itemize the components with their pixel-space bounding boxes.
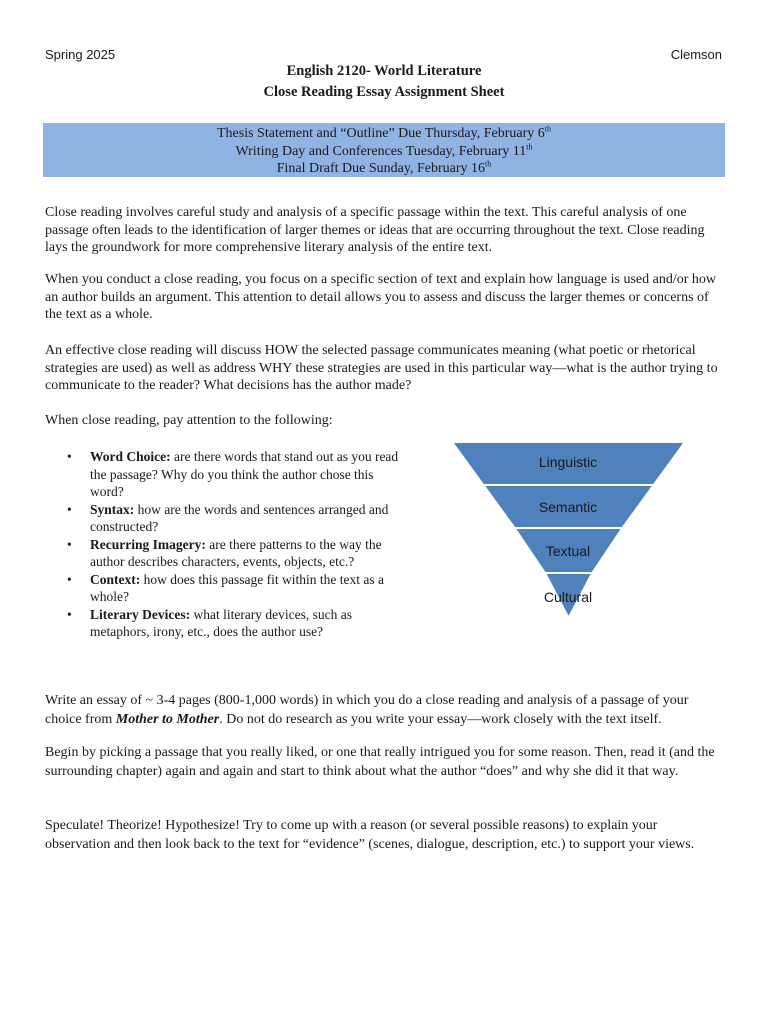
due-dates-banner (43, 123, 725, 177)
list-item: • Literary Devices: what literary devices, such as metaphors, irony, etc., does the author use? (67, 606, 353, 639)
list-item: • Syntax: how are the words and sentences arranged and constructed? (67, 501, 389, 534)
pyramid-label-textual: Textual (545, 543, 591, 559)
intro-paragraph-1: Close reading involves careful study and analysis of a specific passage within the text. This careful analysis of one passage often leads to the identification of larger themes or ideas that are occurring throughout the text. Close reading lays the groundwork for more comprehensive literary analysis of the entire text. (45, 205, 705, 256)
intro-paragraph-4: When close reading, pay attention to the following: (45, 413, 333, 428)
close-reading-levels-pyramid (452, 442, 686, 620)
pyramid-label-semantic: Semantic (538, 499, 598, 515)
pyramid-label-cultural: Cultural (543, 589, 593, 605)
list-item: • Recurring Imagery: are there patterns to the way the author describes characters, events, objects, etc.? (67, 536, 382, 569)
header-semester: Spring 2025 (45, 47, 116, 62)
assignment-paragraph-1: Write an essay of ~ 3-4 pages (800-1,000 words) in which you do a close reading and analysis of a passage of your choice from Mother to Mother. Do not do research as you write your essay—work closely with the text itself. (45, 693, 689, 727)
book-title: Mother to Mother (115, 711, 220, 727)
bullet-icon: • (67, 501, 72, 517)
course-title: English 2120- World Literature (286, 63, 482, 79)
bullet-icon: • (67, 571, 72, 587)
bullet-icon: • (67, 606, 72, 622)
intro-paragraph-3: An effective close reading will discuss HOW the selected passage communicates meaning (what poetic or rhetorical strategies are used) as well as address WHY these strategies are used in this particular way—what is the author trying to communicate to the reader? What decisions has the author made? (45, 343, 718, 394)
due-date-thesis: Thesis Statement and “Outline” Due Thursday, February 6th (217, 124, 551, 141)
close-reading-checklist (45, 448, 405, 641)
assignment-paragraph-3: Speculate! Theorize! Hypothesize! Try to come up with a reason (or several possible reasons) to explain your observation and then look back to the text for “evidence” (scenes, dialogue, description, etc.) to support your views. (45, 818, 695, 852)
intro-paragraph-2: When you conduct a close reading, you focus on a specific section of text and explain how language is used and/or how an author builds an argument. This attention to detail allows you to assess and discuss the larger themes or concerns of the text as a whole. (45, 272, 717, 323)
header-institution: Clemson (670, 47, 722, 62)
assignment-title: Close Reading Essay Assignment Sheet (263, 84, 505, 100)
list-item: • Context: how does this passage fit within the text as a whole? (67, 571, 384, 604)
bullet-icon: • (67, 536, 72, 552)
pyramid-label-linguistic: Linguistic (538, 454, 598, 470)
assignment-paragraph-2: Begin by picking a passage that you really liked, or one that really intrigued you for some reason. Then, read it (and the surrounding chapter) again and again and start to think about what the author “does” and why she did it that way. (45, 745, 715, 779)
list-item: • Word Choice: are there words that stand out as you read the passage? Why do you think the author chose this word? (67, 449, 399, 499)
due-date-conferences: Writing Day and Conferences Tuesday, February 11th (235, 141, 533, 159)
due-date-final: Final Draft Due Sunday, February 16th (276, 159, 492, 176)
bullet-icon: • (67, 449, 72, 464)
